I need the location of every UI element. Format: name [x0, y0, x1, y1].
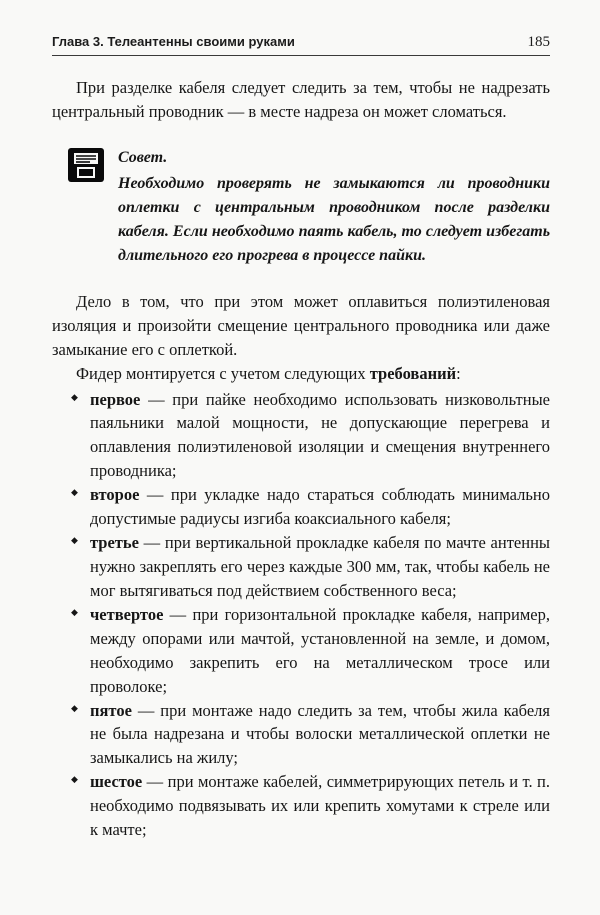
header-rule — [52, 55, 550, 56]
diamond-bullet-icon: ◆ — [71, 488, 78, 499]
item-term: третье — [90, 533, 139, 553]
item-term: шестое — [90, 772, 143, 792]
list-item — [52, 699, 550, 771]
item-term: второе — [90, 485, 140, 505]
diamond-bullet-icon: ◆ — [71, 703, 78, 714]
list-item — [52, 531, 550, 603]
item-text: — при вертикальной прокладке кабеля по мачте антенны нужно закреплять его через каждые 300 мм, так, чтобы кабель не мог вытягиваться под действием собственного веса; — [90, 533, 550, 600]
item-text: — при монтаже надо следить за тем, чтобы жила кабеля не была надрезана и чтобы волоски металлической оплетки не замыкались на жилу; — [90, 700, 550, 768]
tip-body: Необходимо проверять не замыкаются ли проводники оплетки с центральным проводником после разделки кабеля. Если необходимо паять кабель, то следует избегать длительного его прогрева в процессе пайки. — [118, 174, 550, 264]
item-text: — при укладке надо стараться соблюдать минимально допустимые радиусы изгиба коаксиального кабеля; — [90, 485, 550, 529]
intro-paragraph: При разделке кабеля следует следить за тем, чтобы не надрезать центральный проводник — в месте надреза он может сломаться. — [52, 78, 550, 121]
requirements-list — [52, 388, 550, 843]
list-item — [52, 388, 550, 484]
requirements-intro-suffix: : — [456, 363, 461, 383]
item-text: — при монтаже кабелей, симметрирующих петель и т. п. необходимо подвязывать их или крепить хомутами к стреле или к мачте; — [90, 772, 550, 840]
list-item — [52, 770, 550, 842]
item-term: первое — [90, 389, 141, 409]
page-number: 185 — [527, 34, 550, 50]
requirements-intro-bold: требований — [369, 363, 457, 383]
note-icon — [68, 148, 104, 182]
paragraph: Дело в том, что при этом может оплавиться полиэтиленовая изоляция и произойти смещение центрального проводника или даже замыкание его с оплеткой. — [52, 291, 550, 359]
requirements-intro — [52, 362, 550, 386]
diamond-bullet-icon: ◆ — [71, 607, 78, 618]
page-body — [52, 76, 550, 842]
chapter-title: Глава 3. Телеантенны своими руками — [52, 34, 295, 49]
item-text: — при горизонтальной прокладке кабеля, например, между опорами или мачтой, установленной на земле, и домом, необходимо закрепить его на металлическом тросе или проволоке; — [90, 604, 550, 696]
tip-section — [68, 146, 550, 268]
item-term: четвертое — [90, 604, 164, 624]
list-item — [52, 483, 550, 531]
requirements-intro-prefix: Фидер монтируется с учетом следующих — [76, 363, 370, 383]
list-item — [52, 603, 550, 699]
diamond-bullet-icon: ◆ — [71, 536, 78, 547]
diamond-bullet-icon: ◆ — [71, 392, 78, 403]
tip-text — [118, 146, 550, 268]
item-term: пятое — [90, 700, 132, 720]
tip-title: Совет. — [118, 148, 168, 166]
page-header — [52, 34, 550, 55]
item-text: — при пайке необходимо использовать низковольтные паяльники малой мощности, не допускающие перегрева и оплавления полиэтиленовой изоляции и смещения внутреннего проводника; — [90, 389, 550, 481]
diamond-bullet-icon: ◆ — [71, 775, 78, 786]
tip-icon-wrap — [68, 146, 118, 268]
